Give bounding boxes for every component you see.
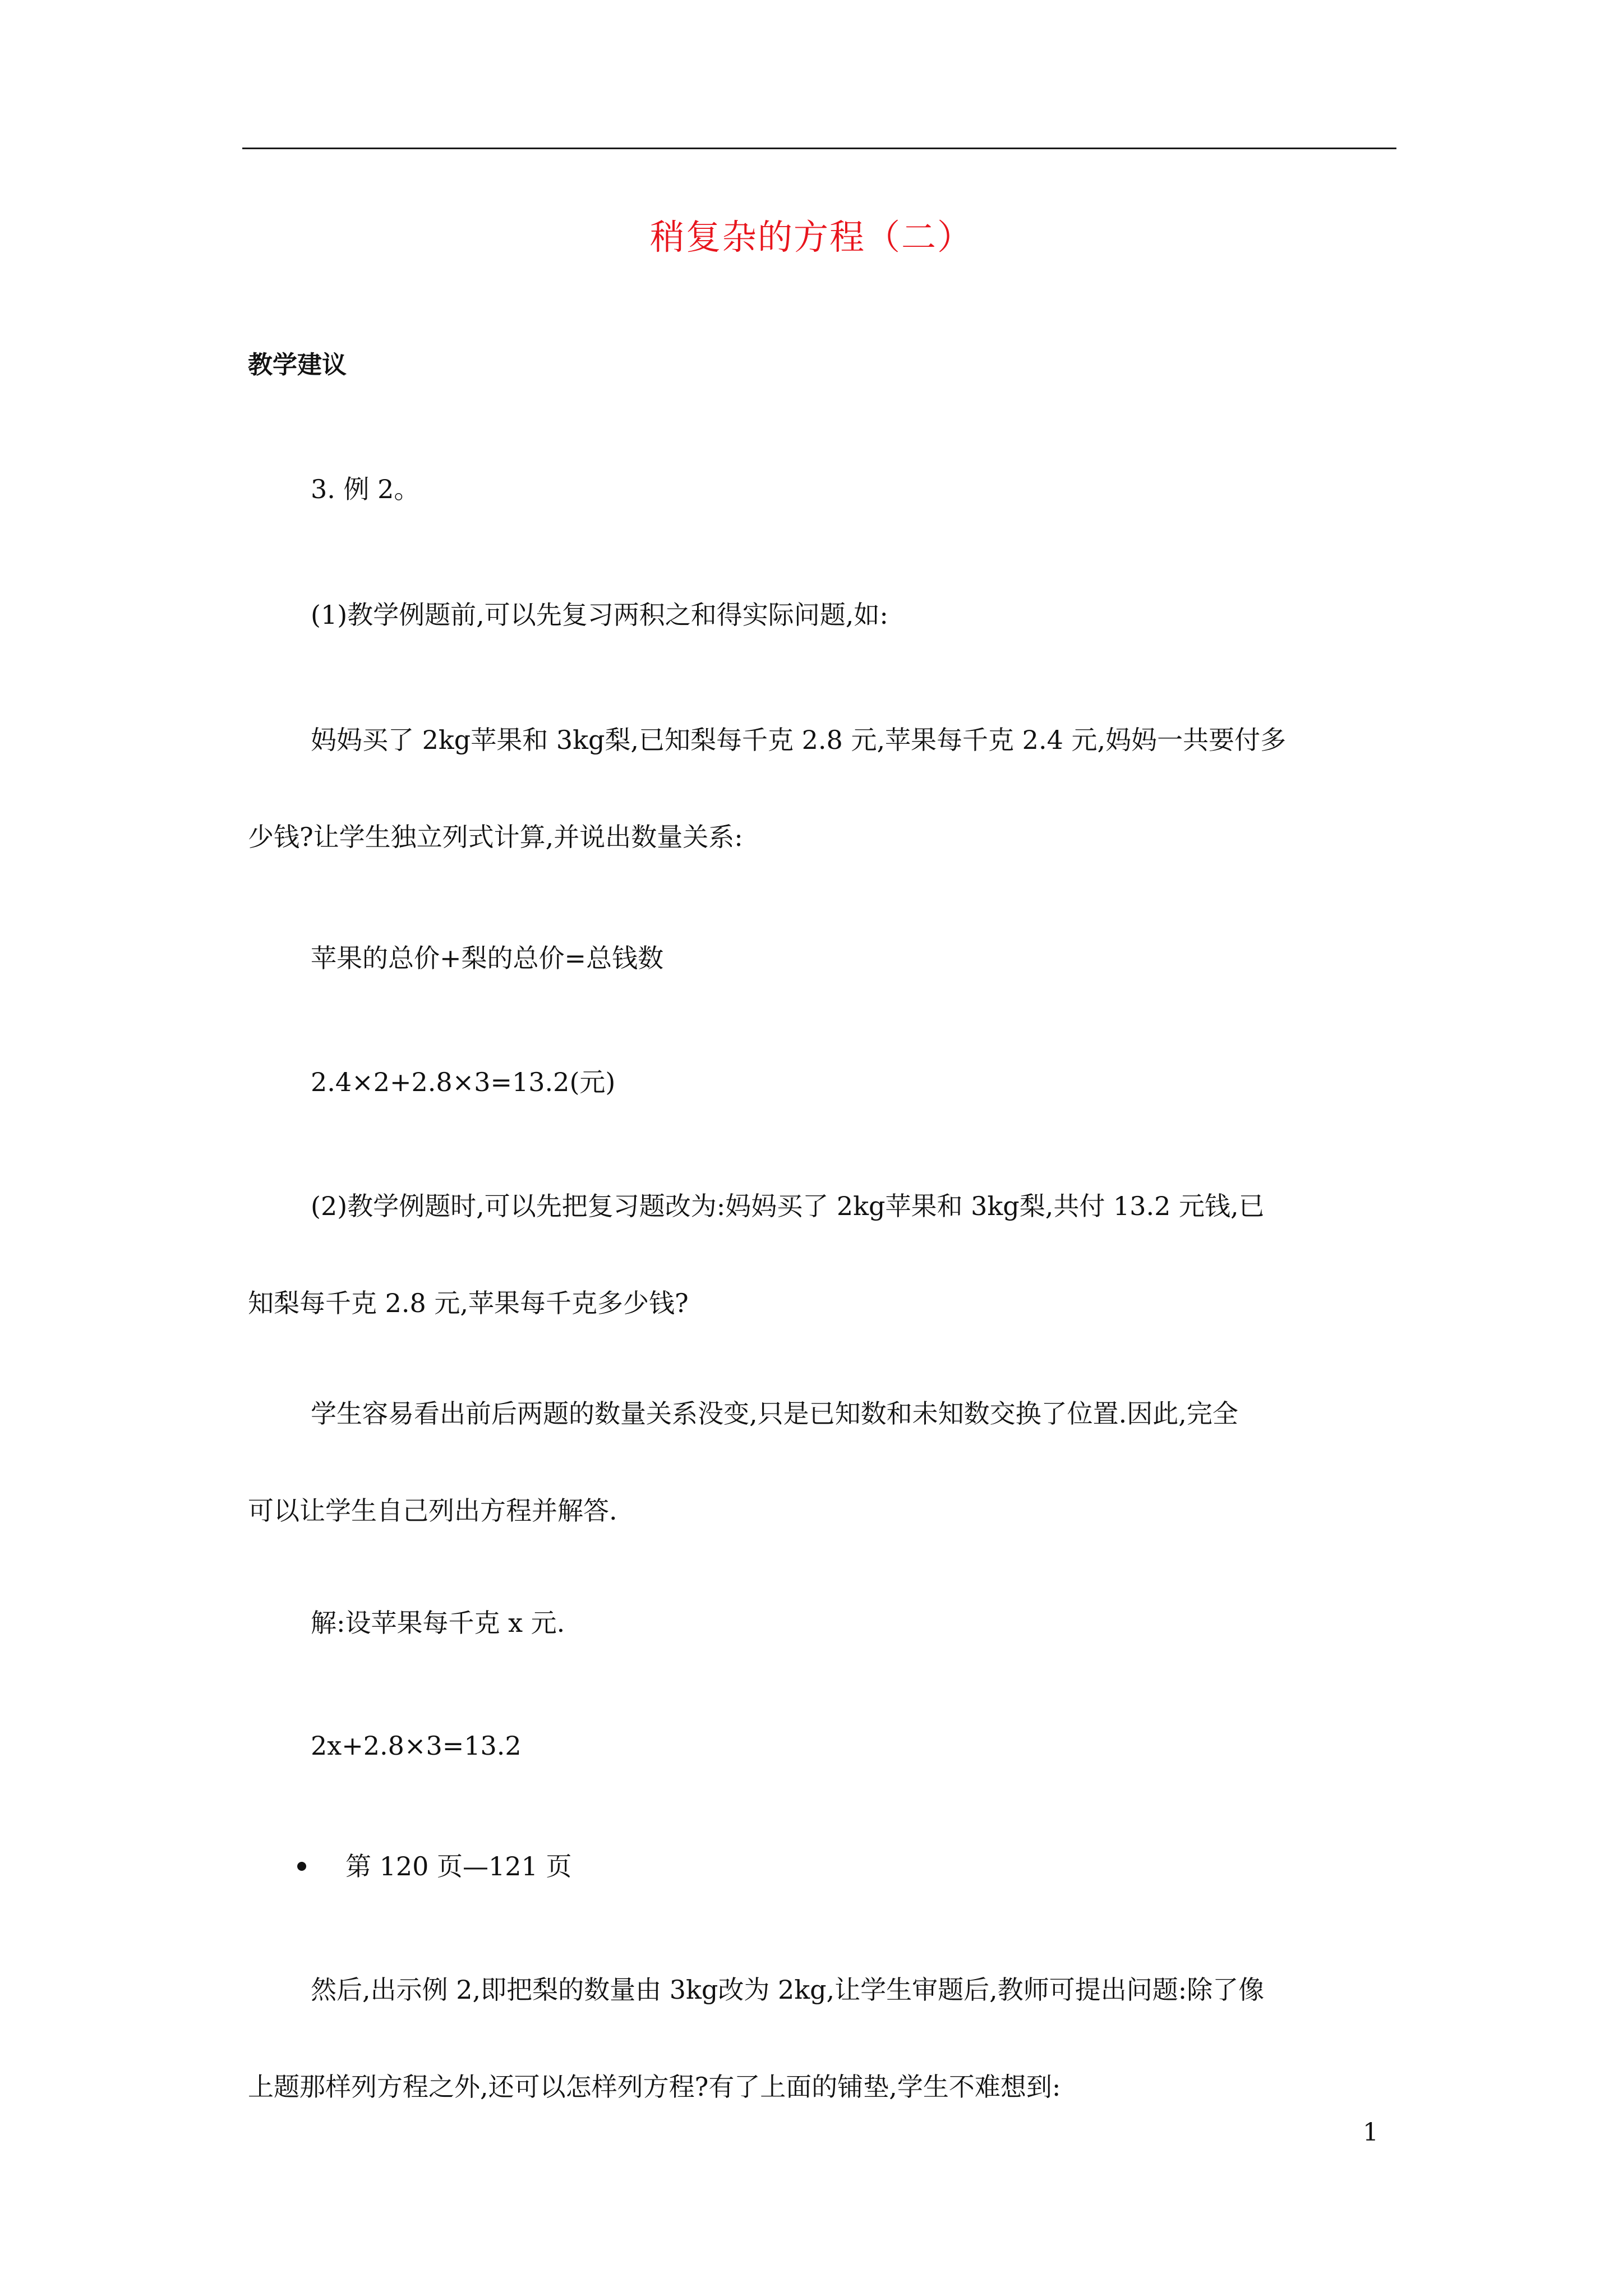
paragraph-line: 学生容易看出前后两题的数量关系没变,只是已知数和未知数交换了位置.因此,完全 [311, 1398, 1238, 1429]
bullet-icon [297, 1862, 306, 1871]
paragraph-line: 可以让学生自己列出方程并解答. [248, 1496, 617, 1526]
paragraph [248, 1723, 1455, 1768]
page-number: 1 [1363, 2118, 1378, 2147]
paragraph-line: 2x+2.8×3=13.2 [311, 1731, 522, 1761]
header-rule [242, 148, 1396, 149]
paragraph [248, 1060, 1455, 1105]
paragraph [248, 592, 1455, 637]
paragraph-line: 妈妈买了 2kg苹果和 3kg梨,已知梨每千克 2.8 元,苹果每千克 2.4 元,妈妈一共要付多 [311, 725, 1287, 755]
paragraph [248, 936, 1455, 981]
bullet-list-item [297, 1844, 571, 1889]
paragraph [248, 1967, 1392, 2109]
paragraph-line: 2.4×2+2.8×3=13.2(元) [311, 1067, 616, 1097]
section-heading: 教学建议 [248, 351, 347, 379]
bullet-text: 第 120 页—121 页 [345, 1851, 572, 1881]
paragraph-line: 少钱?让学生独立列式计算,并说出数量关系: [248, 822, 743, 852]
paragraph [248, 467, 1455, 512]
paragraph-line: 3. 例 2。 [311, 474, 420, 504]
paragraph-line: (2)教学例题时,可以先把复习题改为:妈妈买了 2kg苹果和 3kg梨,共付 13.2 元钱,已 [311, 1191, 1265, 1221]
paragraph [248, 1391, 1392, 1533]
paragraph [248, 1600, 1455, 1645]
paragraph-line: 苹果的总价+梨的总价=总钱数 [311, 943, 664, 973]
page-title: 稍复杂的方程（二） [649, 217, 973, 257]
paragraph [248, 717, 1392, 859]
paragraph-line: 然后,出示例 2,即把梨的数量由 3kg改为 2kg,让学生审题后,教师可提出问题:除了像 [311, 1975, 1265, 2005]
paragraph [248, 1184, 1392, 1326]
paragraph-line: 上题那样列方程之外,还可以怎样列方程?有了上面的铺垫,学生不难想到: [248, 2072, 1061, 2102]
paragraph-line: 解:设苹果每千克 x 元. [311, 1608, 565, 1638]
paragraph-line: 知梨每千克 2.8 元,苹果每千克多少钱? [248, 1288, 689, 1318]
paragraph-line: (1)教学例题前,可以先复习两积之和得实际问题,如: [311, 600, 888, 630]
